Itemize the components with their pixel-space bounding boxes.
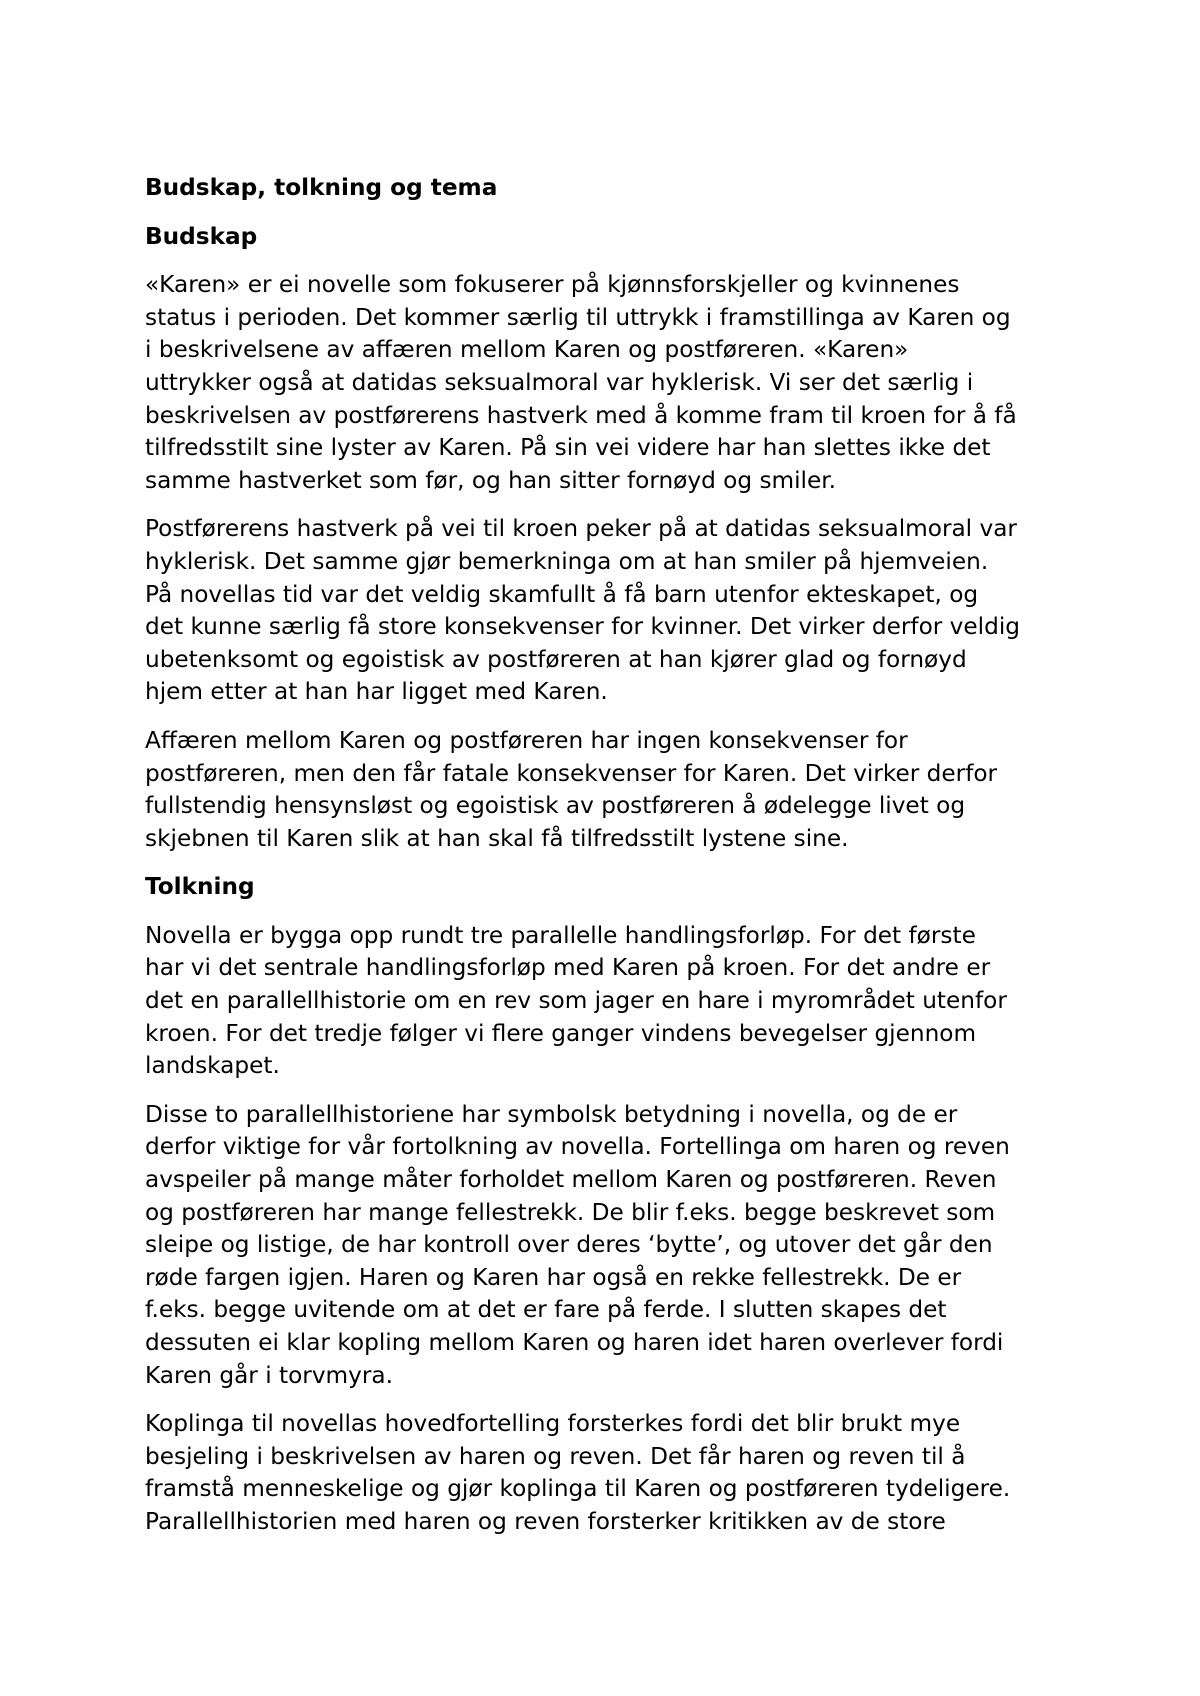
paragraph-line: derfor viktige for vår fortolkning av novella. Fortellinga om haren og reven: [145, 1133, 1010, 1161]
paragraph-line: fullstendig hensynsløst og egoistisk av postføreren å ødelegge livet og: [145, 792, 966, 820]
paragraph-line: det en parallellhistorie om en rev som jager en hare i myrområdet utenfor: [145, 987, 1007, 1015]
paragraph-line: Postførerens hastverk på vei til kroen peker på at datidas seksualmoral var: [145, 515, 1017, 543]
paragraph-line: og postføreren har mange fellestrekk. De blir f.eks. begge beskrevet som: [145, 1198, 996, 1226]
paragraph-line: skjebnen til Karen slik at han skal få tilfredsstilt lystene sine.: [145, 824, 849, 852]
paragraph-line: landskapet.: [145, 1052, 280, 1080]
paragraph-line: det kunne særlig få store konsekvenser for kvinner. Det virker derfor veldig: [145, 613, 1020, 641]
paragraph-line: hyklerisk. Det samme gjør bemerkninga om at han smiler på hjemveien.: [145, 547, 989, 575]
paragraph-line: Koplinga til novellas hovedfortelling forsterkes fordi det blir brukt mye: [145, 1410, 961, 1438]
document-body: [145, 172, 1065, 1555]
section-heading: Tolkning: [145, 873, 255, 901]
paragraph-line: tilfredsstilt sine lyster av Karen. På sin vei videre har han slettes ikke det: [145, 434, 991, 462]
paragraph: [145, 725, 1065, 855]
paragraph-line: samme hastverket som før, og han sitter fornøyd og smiler.: [145, 466, 837, 494]
paragraph-line: dessuten ei klar kopling mellom Karen og haren idet haren overlever fordi: [145, 1329, 1004, 1356]
paragraph-line: Karen går i torvmyra.: [145, 1361, 393, 1389]
paragraph: [145, 269, 1065, 497]
paragraph-line: uttrykker også at datidas seksualmoral var hyklerisk. Vi ser det særlig i: [145, 368, 974, 396]
paragraph: [145, 1099, 1065, 1392]
paragraph-line: Affæren mellom Karen og postføreren har ingen konsekvenser for: [145, 726, 908, 754]
document-title: Budskap, tolkning og tema: [145, 174, 498, 201]
paragraph-line: status i perioden. Det kommer særlig til uttrykk i framstillinga av Karen og: [145, 303, 1011, 331]
paragraph-line: sleipe og listige, de har kontroll over deres ‘bytte’, og utover det går den: [145, 1231, 993, 1259]
paragraph-line: «Karen» er ei novelle som fokuserer på kjønnsforskjeller og kvinnenes: [145, 271, 960, 299]
paragraph-line: ubetenksomt og egoistisk av postføreren at han kjører glad og fornøyd: [145, 645, 967, 673]
paragraph-line: røde fargen igjen. Haren og Karen har også en rekke fellestrekk. De er: [145, 1263, 962, 1291]
paragraph-line: kroen. For det tredje følger vi flere ganger vindens bevegelser gjennom: [145, 1019, 977, 1047]
paragraph-line: har vi det sentrale handlingsforløp med Karen på kroen. For det andre er: [145, 954, 991, 982]
paragraph: [145, 1408, 1065, 1538]
paragraph-line: postføreren, men den får fatale konsekvenser for Karen. Det virker derfor: [145, 759, 998, 787]
paragraph-line: besjeling i beskrivelsen av haren og reven. Det får haren og reven til å: [145, 1442, 966, 1470]
paragraph-line: Disse to parallellhistoriene har symbolsk betydning i novella, og de er: [145, 1100, 958, 1128]
paragraph-line: framstå menneskelige og gjør koplinga til Karen og postføreren tydeligere.: [145, 1475, 1011, 1503]
paragraph-line: i beskrivelsene av affæren mellom Karen og postføreren. «Karen»: [145, 336, 909, 364]
paragraph-line: Parallellhistorien med haren og reven forsterker kritikken av de store: [145, 1507, 946, 1535]
paragraph-line: hjem etter at han har ligget med Karen.: [145, 678, 608, 706]
paragraph-line: På novellas tid var det veldig skamfullt å få barn utenfor ekteskapet, og: [145, 580, 979, 608]
paragraph: [145, 920, 1065, 1083]
paragraph-line: beskrivelsen av postførerens hastverk med å komme fram til kroen for å få: [145, 401, 1017, 429]
paragraph-line: f.eks. begge uvitende om at det er fare på ferde. I slutten skapes det: [145, 1296, 947, 1324]
section-heading: Budskap: [145, 222, 258, 250]
paragraph: [145, 513, 1065, 709]
paragraph-line: Novella er bygga opp rundt tre parallelle handlingsforløp. For det første: [145, 921, 976, 949]
paragraph-line: avspeiler på mange måter forholdet mellom Karen og postføreren. Reven: [145, 1166, 997, 1194]
